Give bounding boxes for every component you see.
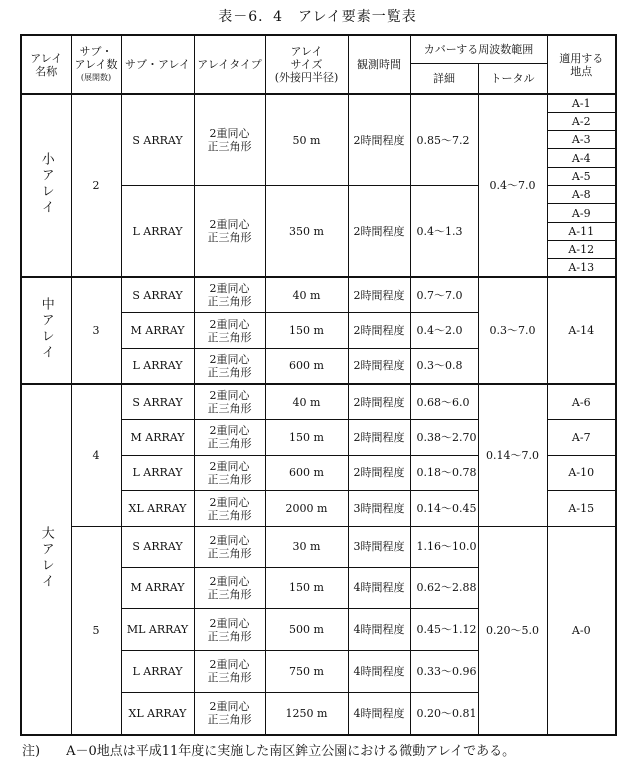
array-type: 2重同心 正三角形 [194,277,265,313]
freq-detail: 1.16～10.0 [410,526,478,567]
header-obs-time: 観測時間 [348,35,410,94]
array-size: 150 m [265,313,348,349]
header-array-name: アレイ 名称 [21,35,71,94]
sub-array: L ARRAY [121,186,194,278]
freq-detail: 0.68～6.0 [410,384,478,420]
obs-time: 4時間程度 [348,609,410,651]
array-type: 2重同心 正三角形 [194,186,265,278]
array-type: 2重同心 正三角形 [194,313,265,349]
freq-total: 0.20～5.0 [478,526,547,735]
table-title: 表－6．4 アレイ要素一覧表 [218,9,417,25]
group-name-small: 小アレイ [21,94,71,277]
freq-detail: 0.4～2.0 [410,313,478,349]
obs-time: 2時間程度 [348,313,410,349]
site-label: A-8 [547,186,616,204]
header-array-size: アレイ サイズ (外接円半径) [265,35,348,94]
group-name-medium: 中アレイ [21,277,71,384]
freq-detail: 0.85～7.2 [410,94,478,186]
site-label: A-14 [547,277,616,384]
sub-array: M ARRAY [121,420,194,456]
header-sub-array: サブ・アレイ [121,35,194,94]
sub-count: 5 [71,526,121,735]
freq-total: 0.14～7.0 [478,384,547,526]
site-label: A-6 [547,384,616,420]
array-type: 2重同心 正三角形 [194,491,265,527]
freq-total: 0.4～7.0 [478,94,547,277]
sub-count: 2 [71,94,121,277]
site-label: A-7 [547,420,616,456]
sub-count: 4 [71,384,121,526]
obs-time: 2時間程度 [348,186,410,278]
header-total: トータル [478,63,547,94]
freq-detail: 0.4～1.3 [410,186,478,278]
array-type: 2重同心 正三角形 [194,567,265,609]
array-size: 600 m [265,348,348,384]
freq-detail: 0.62～2.88 [410,567,478,609]
array-size: 2000 m [265,491,348,527]
array-type: 2重同心 正三角形 [194,455,265,491]
site-label: A-10 [547,455,616,491]
header-sub-count: サブ・ アレイ数 (展開数) [71,35,121,94]
site-label: A-2 [547,112,616,130]
array-type: 2重同心 正三角形 [194,420,265,456]
sub-array: S ARRAY [121,94,194,186]
obs-time: 2時間程度 [348,420,410,456]
array-size: 30 m [265,526,348,567]
header-sites: 適用する 地点 [547,35,616,94]
obs-time: 3時間程度 [348,491,410,527]
array-size: 40 m [265,277,348,313]
array-size: 750 m [265,650,348,692]
sub-array: L ARRAY [121,650,194,692]
sub-array: S ARRAY [121,384,194,420]
table-row [21,384,616,420]
sub-array: S ARRAY [121,277,194,313]
obs-time: 3時間程度 [348,526,410,567]
header-row [21,35,616,63]
array-size: 600 m [265,455,348,491]
freq-detail: 0.38～2.70 [410,420,478,456]
footnote: 注) A－0地点は平成11年度に実施した南区鉾立公園における微動アレイである。 [22,744,516,759]
obs-time: 2時間程度 [348,455,410,491]
site-label: A-15 [547,491,616,527]
sub-array: S ARRAY [121,526,194,567]
array-size: 500 m [265,609,348,651]
array-size: 50 m [265,94,348,186]
freq-detail: 0.45～1.12 [410,609,478,651]
site-label: A-12 [547,241,616,259]
sub-array: L ARRAY [121,348,194,384]
array-type: 2重同心 正三角形 [194,526,265,567]
site-label: A-3 [547,131,616,149]
group-name-large: 大アレイ [21,384,71,735]
array-size: 150 m [265,420,348,456]
array-type: 2重同心 正三角形 [194,609,265,651]
array-type: 2重同心 正三角形 [194,94,265,186]
sub-array: XL ARRAY [121,692,194,735]
array-type: 2重同心 正三角形 [194,650,265,692]
obs-time: 2時間程度 [348,348,410,384]
table-row [21,526,616,567]
sub-count: 3 [71,277,121,384]
freq-detail: 0.33～0.96 [410,650,478,692]
sub-array: M ARRAY [121,313,194,349]
site-label: A-11 [547,222,616,240]
array-size: 350 m [265,186,348,278]
site-label: A-5 [547,167,616,185]
obs-time: 2時間程度 [348,277,410,313]
freq-detail: 0.20～0.81 [410,692,478,735]
obs-time: 2時間程度 [348,94,410,186]
sub-array: XL ARRAY [121,491,194,527]
sub-array: L ARRAY [121,455,194,491]
site-label: A-9 [547,204,616,222]
sub-array: ML ARRAY [121,609,194,651]
obs-time: 4時間程度 [348,692,410,735]
obs-time: 2時間程度 [348,384,410,420]
array-type: 2重同心 正三角形 [194,384,265,420]
freq-detail: 0.14～0.45 [410,491,478,527]
freq-detail: 0.3～0.8 [410,348,478,384]
obs-time: 4時間程度 [348,650,410,692]
site-label: A-4 [547,149,616,167]
array-size: 40 m [265,384,348,420]
site-label: A-1 [547,94,616,112]
array-size: 150 m [265,567,348,609]
header-freq-range: カバーする周波数範囲 [410,35,547,63]
freq-total: 0.3～7.0 [478,277,547,384]
header-detail: 詳細 [410,63,478,94]
freq-detail: 0.18～0.78 [410,455,478,491]
array-type: 2重同心 正三角形 [194,692,265,735]
header-array-type: アレイタイプ [194,35,265,94]
table-row [21,277,616,313]
freq-detail: 0.7～7.0 [410,277,478,313]
site-label: A-13 [547,259,616,277]
array-size: 1250 m [265,692,348,735]
obs-time: 4時間程度 [348,567,410,609]
table-row [21,94,616,112]
array-type: 2重同心 正三角形 [194,348,265,384]
array-elements-table [20,34,617,736]
sub-array: M ARRAY [121,567,194,609]
site-label: A-0 [547,526,616,735]
